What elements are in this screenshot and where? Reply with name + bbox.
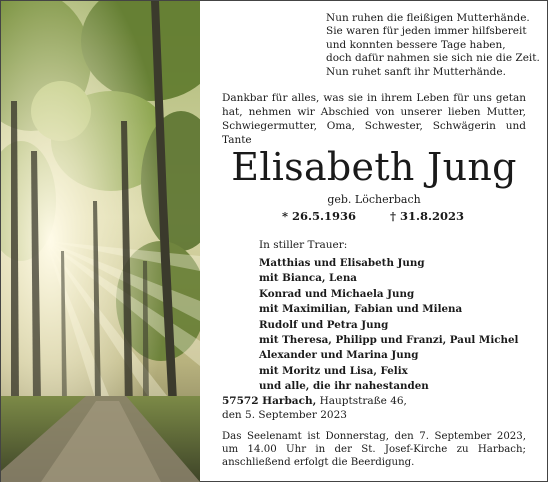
- mourner-line: Matthias und Elisabeth Jung: [259, 257, 425, 269]
- deceased-name: Elisabeth Jung: [231, 145, 517, 189]
- address-place: 57572 Harbach,: [222, 395, 317, 407]
- intro-text: Dankbar für alles, was sie in ihrem Leben für uns getan hat, nehmen wir Abschied von unserer lieben Mutter, Schwiegermutter, Oma, Schwester, Schwägerin und Tante: [222, 92, 526, 146]
- mourner-line: Konrad und Michaela Jung: [259, 287, 415, 300]
- poem: [326, 12, 540, 79]
- mourners-label: In stiller Trauer:: [259, 239, 348, 251]
- death-date: † 31.8.2023: [390, 209, 465, 223]
- mourner-line: und alle, die ihr nahestanden: [259, 380, 429, 393]
- mourners-list: [259, 256, 549, 395]
- poem-line: Nun ruhet sanft ihr Mutterhände.: [326, 65, 506, 78]
- address-block: [222, 394, 532, 422]
- poem-line: doch dafür nahmen sie sich nie die Zeit.: [326, 52, 540, 65]
- mourner-line: mit Bianca, Lena: [259, 272, 357, 285]
- maiden-name: geb. Löcherbach: [327, 193, 421, 206]
- mourner-line: Rudolf und Petra Jung: [259, 318, 389, 331]
- poem-line: Sie waren für jeden immer hilfsbereit: [326, 25, 527, 38]
- mourner-line: mit Maximilian, Fabian und Milena: [259, 303, 463, 316]
- birth-date: * 26.5.1936: [282, 209, 357, 223]
- mourner-line: mit Theresa, Philipp und Franzi, Paul Michel: [259, 334, 519, 347]
- address-date: den 5. September 2023: [222, 409, 347, 421]
- service-notice: Das Seelenamt ist Donnerstag, den 7. September 2023, um 14.00 Uhr in der St. Josef-Kirche zu Harbach; anschließend erfolgt die Beerdigung.: [222, 431, 526, 469]
- mourner-line: mit Moritz und Lisa, Felix: [259, 364, 408, 377]
- poem-line: und konnten bessere Tage haben,: [326, 38, 506, 51]
- forest-sunbeam-photo: [1, 1, 200, 482]
- poem-line: Nun ruhen die fleißigen Mutterhände.: [326, 12, 530, 24]
- mourner-line: Alexander und Marina Jung: [259, 349, 419, 362]
- obituary-text: [222, 0, 540, 484]
- address-street: Hauptstraße 46,: [316, 395, 407, 407]
